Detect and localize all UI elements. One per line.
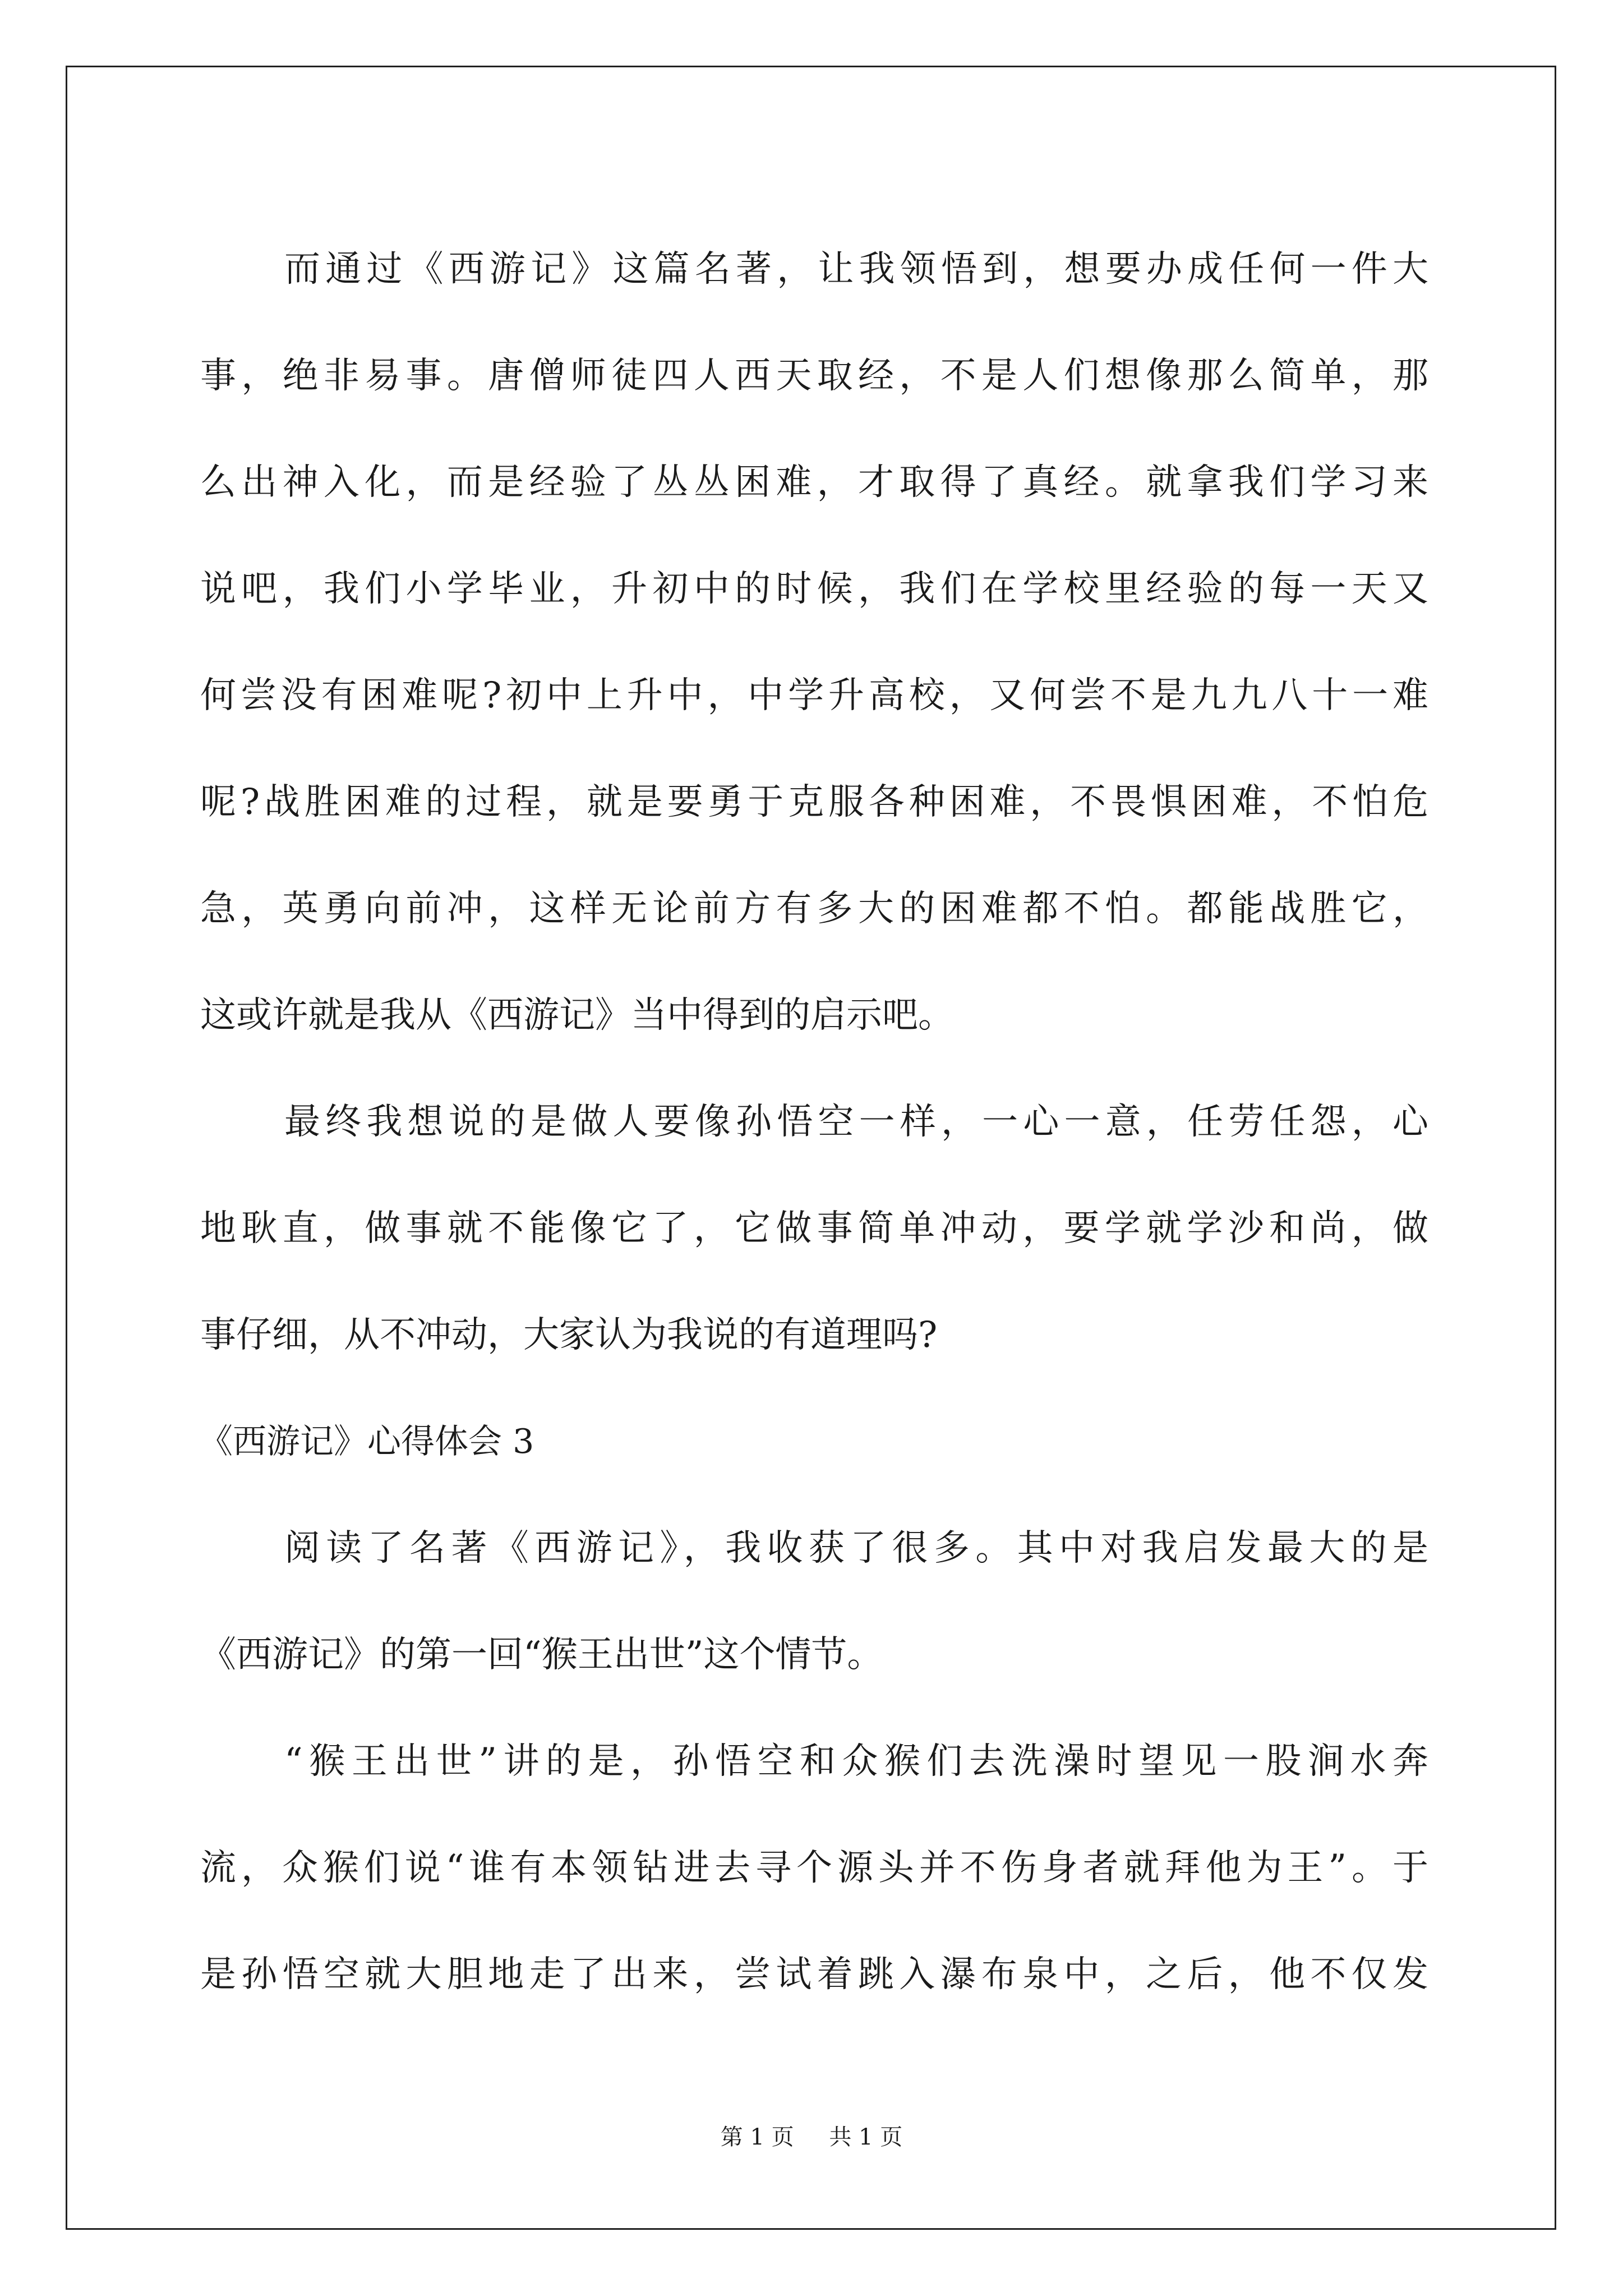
text-line: 《西游记》的第一回“猴王出世”这个情节。 (200, 1634, 883, 1676)
text-line: 何尝没有困难呢?初中上升中，中学升高校，又何尝不是九九八十一难 (200, 675, 1428, 716)
paragraph (200, 1708, 1428, 2028)
page-total: 共 1 页 (829, 2124, 903, 2150)
text-line: 急，英勇向前冲，这样无论前方有多大的困难都不怕。都能战胜它， (200, 888, 1428, 930)
page-footer (0, 2120, 1623, 2154)
text-line: 么出神入化，而是经验了丛丛困难，才取得了真经。就拿我们学习来 (200, 462, 1428, 503)
text-line: 事，绝非易事。唐僧师徒四人西天取经，不是人们想像那么简单，那 (200, 355, 1428, 397)
text-line: 说吧，我们小学毕业，升初中的时候，我们在学校里经验的每一天又 (200, 568, 1428, 610)
text-line: 最终我想说的是做人要像孙悟空一样，一心一意，任劳任怨，心 (284, 1101, 1428, 1143)
text-line: 地耿直，做事就不能像它了，它做事简单冲动，要学就学沙和尚，做 (200, 1208, 1428, 1249)
text-line: 阅读了名著《西游记》，我收获了很多。其中对我启发最大的是 (284, 1527, 1428, 1569)
paragraph (200, 1495, 1428, 1708)
text-line: 这或许就是我从《西游记》当中得到的启示吧。 (200, 995, 954, 1036)
paragraph (200, 1069, 1428, 1388)
section-heading: 《西游记》心得体会 3 (199, 1422, 534, 1461)
page-number: 第 1 页 (720, 2124, 794, 2150)
document-body (200, 216, 1428, 2028)
text-line: 是孙悟空就大胆地走了出来，尝试着跳入瀑布泉中，之后，他不仅发 (200, 1954, 1428, 1995)
text-line: 事仔细，从不冲动，大家认为我说的有道理吗? (200, 1314, 938, 1356)
text-line: 流，众猴们说“谁有本领钻进去寻个源头并不伤身者就拜他为王”。于 (200, 1847, 1428, 1889)
text-line: “猴王出世”讲的是，孙悟空和众猴们去洗澡时望见一股涧水奔 (284, 1741, 1428, 1782)
paragraph (200, 216, 1428, 1069)
text-line: 而通过《西游记》这篇名著，让我领悟到，想要办成任何一件大 (284, 249, 1428, 290)
text-line: 呢?战胜困难的过程，就是要勇于克服各种困难，不畏惧困难，不怕危 (200, 781, 1428, 823)
